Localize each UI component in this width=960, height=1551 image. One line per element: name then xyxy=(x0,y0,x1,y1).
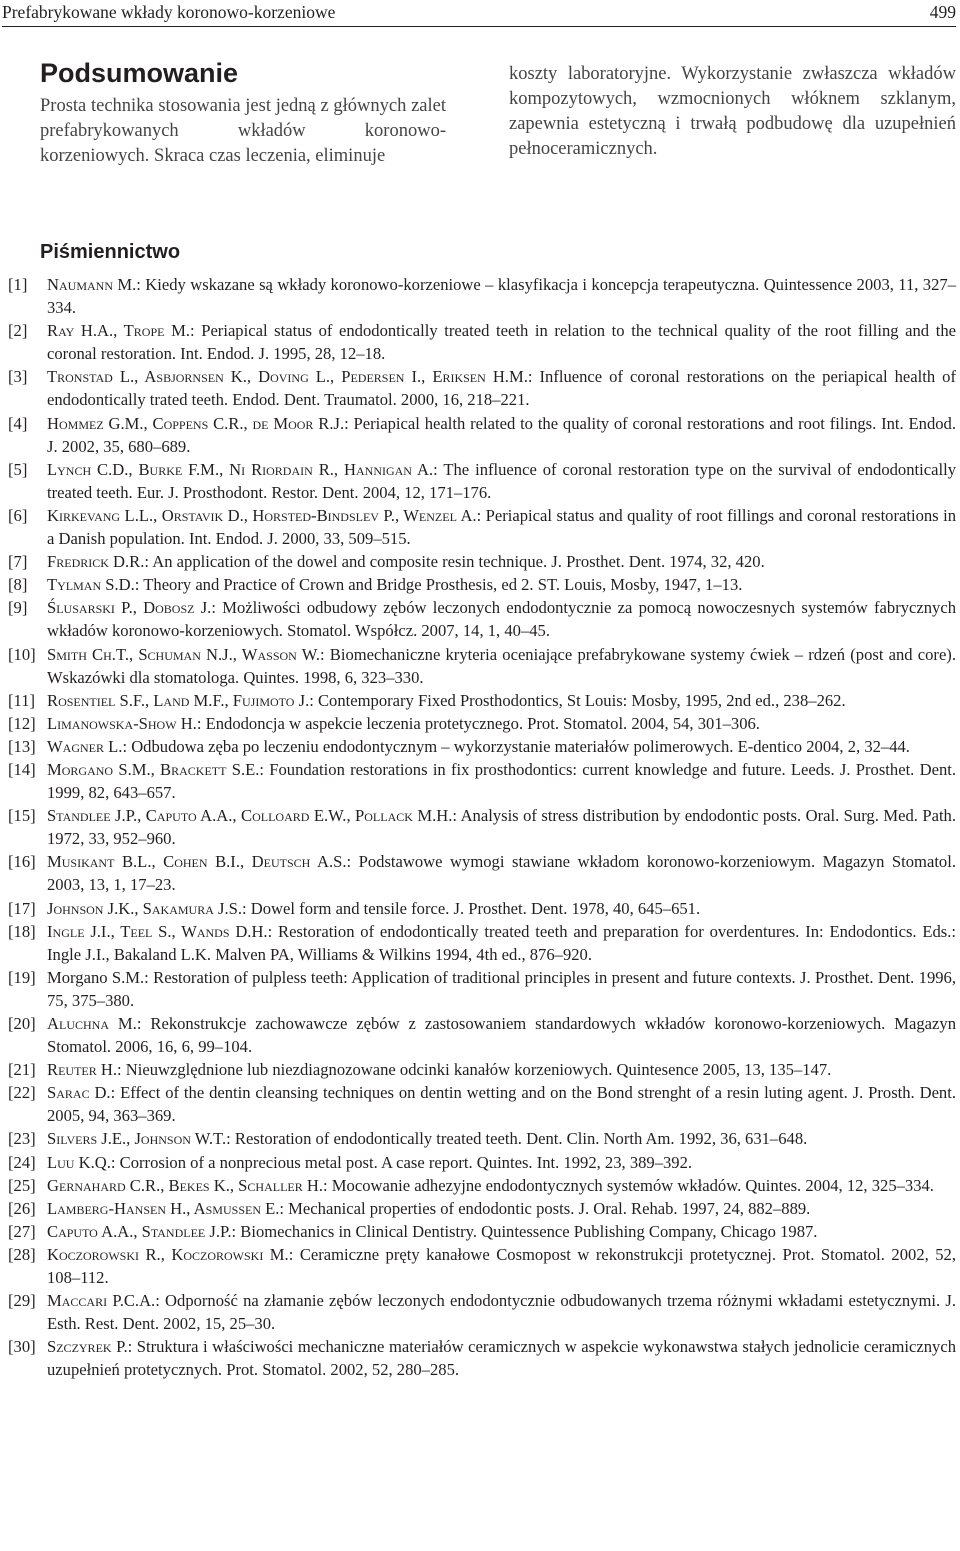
reference-number: [17] xyxy=(8,898,36,918)
reference-text: : Corrosion of a nonprecious metal post. A case report. Quintes. Int. 1992, 23, 389–392. xyxy=(110,1152,693,1172)
reference-number: [27] xyxy=(8,1221,36,1241)
reference-item xyxy=(8,897,956,920)
reference-item xyxy=(8,1151,956,1174)
reference-text: : Periapical health related to the quality of coronal restorations and root filings. Int. Endod. J. 2002, 35, 680–689. xyxy=(47,413,956,456)
reference-text: : Odbudowa zęba po leczeniu endodontycznym – wykorzystanie materiałów polimerowych. E-dentico 2004, 2, 32–44. xyxy=(122,736,910,756)
reference-text: : The influence of coronal restoration type on the survival of endodontically treated teeth. Eur. J. Prosthodont. Restor. Dent. 2004, 12, 171–176. xyxy=(47,459,956,502)
reference-authors: Johnson J.K., Sakamura J.S. xyxy=(47,898,243,918)
summary-left-column xyxy=(40,56,446,169)
reference-number: [8] xyxy=(8,575,28,595)
reference-number: [28] xyxy=(8,1244,36,1264)
reference-number: [15] xyxy=(8,806,36,826)
reference-text: : Ceramiczne pręty kanałowe Cosmopost w rekonstrukcji protetycznej. Prot. Stomatol. 2002, 52, 108–112. xyxy=(47,1244,956,1288)
reference-number: [9] xyxy=(8,598,28,618)
reference-authors: Luu K.Q. xyxy=(47,1152,111,1172)
reference-item xyxy=(8,319,956,365)
reference-item xyxy=(8,573,956,596)
page-number: 499 xyxy=(929,2,956,22)
reference-text: : Nieuwzględnione lub niezdiagnozowane odcinki kanałów korzeniowych. Quintesence 2005, 13, 135–147. xyxy=(117,1060,832,1080)
summary-right-column xyxy=(509,62,956,162)
reference-text: : Analysis of stress distribution by endodontic posts. Oral. Surg. Med. Path. 1972, 33, 952–960. xyxy=(47,806,956,849)
reference-text: : Dowel form and tensile force. J. Prosthet. Dent. 1978, 40, 645–651. xyxy=(242,898,701,918)
reference-item xyxy=(8,1243,956,1289)
reference-text: : Podstawowe wymogi stawiane wkładom koronowo-korzeniowym. Magazyn Stomatol. 2003, 13, 1, 17–23. xyxy=(47,852,956,895)
reference-item xyxy=(8,758,956,804)
reference-text: : An application of the dowel and composite resin technique. J. Prosthet. Dent. 1974, 32, 420. xyxy=(144,552,765,572)
reference-item xyxy=(8,365,956,411)
reference-item xyxy=(8,1058,956,1081)
reference-item xyxy=(8,412,956,458)
reference-authors: Reuter H. xyxy=(47,1060,118,1080)
reference-authors: Wagner L. xyxy=(47,736,123,756)
reference-number: [23] xyxy=(8,1129,36,1149)
summary-title: Podsumowanie xyxy=(40,58,239,88)
reference-authors: Rosentiel S.F., Land M.F., Fujimoto J. xyxy=(47,690,310,710)
reference-text: : Mechanical properties of endodontic posts. J. Oral. Rehab. 1997, 24, 882–889. xyxy=(279,1198,811,1218)
reference-number: [6] xyxy=(8,505,28,525)
reference-number: [26] xyxy=(8,1198,36,1218)
reference-text: : Kiedy wskazane są wkłady koronowo-korzeniowe – klasyfikacja i koncepcja terapeutyczna. Quintessence 2003, 11, 327–334. xyxy=(47,275,956,318)
reference-number: [29] xyxy=(8,1291,36,1311)
reference-item xyxy=(8,1289,956,1335)
reference-authors: Lynch C.D., Burke F.M., Ni Riordain R., Hannigan A. xyxy=(47,459,434,479)
reference-item xyxy=(8,966,956,1012)
references-title: Piśmiennictwo xyxy=(40,241,181,263)
reference-number: [4] xyxy=(8,413,28,433)
reference-item xyxy=(8,643,956,689)
reference-authors: Tronstad L., Asbjornsen K., Doving L., Pedersen I., Eriksen H.M. xyxy=(47,367,528,387)
reference-text: : Endodoncja w aspekcie leczenia protetycznego. Prot. Stomatol. 2004, 54, 301–306. xyxy=(196,713,760,733)
reference-text: : Struktura i właściwości mechaniczne materiałów ceramicznych w aspekcie wykonawstwa stałych jednolicie ceramicznych uzupełnień protetycznych. Prot. Stomatol. 2002, 52, 280–285. xyxy=(47,1337,956,1380)
reference-text: : Odporność na złamanie zębów leczonych endodontycznie odbudowanych trzema różnymi wkładami estetycznymi. J. Esth. Rest. Dent. 2002, 15, 25–30. xyxy=(47,1291,956,1334)
reference-number: [20] xyxy=(8,1014,36,1033)
reference-item xyxy=(8,458,956,504)
reference-item xyxy=(8,1081,956,1127)
reference-text: : Biomechaniczne kryteria oceniające prefabrykowane systemy ćwiek – rdzeń (post and core). Wskazówki dla stomatologa. Quintes. 1998, 6, 323–330. xyxy=(47,644,956,687)
reference-item xyxy=(8,1127,956,1150)
reference-item xyxy=(8,504,956,550)
reference-number: [11] xyxy=(8,690,36,710)
reference-text: : Mocowanie adhezyjne endodontycznych systemów wkładów. Quintes. 2004, 12, 325–334. xyxy=(323,1175,934,1195)
running-title: Prefabrykowane wkłady koronowo-korzeniowe xyxy=(2,2,336,22)
reference-text: : Theory and Practice of Crown and Bridge Prosthesis, ed 2. ST. Louis, Mosby, 1947, 1–13. xyxy=(134,575,743,595)
reference-authors: Fredrick D.R. xyxy=(47,552,145,572)
reference-text: : Influence of coronal restorations on the periapical health of endodontically trated teeth. Endod. Dent. Traumatol. 2000, 16, 218–221. xyxy=(47,367,956,410)
reference-item xyxy=(8,1220,956,1243)
reference-text: : Periapical status of endodontically treated teeth in relation to the technical quality of the root filling and the coronal restoration. Int. Endod. J. 1995, 28, 12–18. xyxy=(47,321,956,364)
reference-number: [10] xyxy=(8,644,36,664)
reference-authors: Ingle J.I., Teel S., Wands D.H. xyxy=(47,921,268,941)
reference-item xyxy=(8,273,956,319)
reference-authors: Koczorowski R., Koczorowski M. xyxy=(47,1244,289,1264)
reference-authors: Standlee J.P., Caputo A.A., Colloard E.W., Pollack M.H. xyxy=(47,806,453,826)
reference-number: [1] xyxy=(8,275,28,294)
reference-item xyxy=(8,735,956,758)
reference-number: [14] xyxy=(8,759,36,779)
reference-authors: Gernahard C.R., Bekes K., Schaller H. xyxy=(47,1175,324,1195)
reference-authors: Musikant B.L., Cohen B.I., Deutsch A.S. xyxy=(47,852,347,872)
reference-number: [13] xyxy=(8,736,36,756)
reference-number: [25] xyxy=(8,1175,36,1195)
reference-authors: Sarac D. xyxy=(47,1083,111,1103)
reference-item xyxy=(8,1335,956,1381)
reference-number: [16] xyxy=(8,852,36,872)
reference-item xyxy=(8,1197,956,1220)
reference-authors: Naumann M. xyxy=(47,275,137,294)
reference-number: [22] xyxy=(8,1083,36,1103)
reference-text: : Effect of the dentin cleansing techniques on dentin wetting and on the Bond strenght of a resin luting agent. J. Prosth. Dent. 2005, 94, 363–369. xyxy=(47,1083,956,1126)
reference-authors: Smith Ch.T., Schuman N.J., Wasson W. xyxy=(47,644,320,664)
running-header xyxy=(2,0,956,27)
reference-authors: Hommez G.M., Coppens C.R., de Moor R.J. xyxy=(47,413,345,433)
reference-authors: Morgano S.M., Brackett S.E. xyxy=(47,759,260,779)
reference-authors: Caputo A.A., Standlee J.P. xyxy=(47,1221,232,1241)
reference-authors: Ray H.A., Trope M. xyxy=(47,321,190,341)
reference-number: [7] xyxy=(8,552,28,572)
summary-paragraph-left: Prosta technika stosowania jest jedną z głównych zalet prefabrykowanych wkładów koronowo-korzeniowych. Skraca czas leczenia, eliminuje xyxy=(40,96,446,166)
reference-authors: Lamberg-Hansen H., Asmussen E. xyxy=(47,1198,280,1218)
reference-number: [2] xyxy=(8,321,28,341)
reference-authors: Tylman S.D. xyxy=(47,575,135,595)
reference-text: : Restoration of endodontically treated teeth. Dent. Clin. North Am. 1992, 36, 631–648. xyxy=(226,1129,808,1149)
reference-text: : Biomechanics in Clinical Dentistry. Quintessence Publishing Company, Chicago 1987. xyxy=(231,1221,818,1241)
reference-number: [18] xyxy=(8,921,36,941)
reference-item xyxy=(8,1174,956,1197)
reference-number: [12] xyxy=(8,713,36,733)
reference-list xyxy=(8,273,956,1382)
reference-authors: Silvers J.E., Johnson W.T. xyxy=(47,1129,227,1149)
summary-paragraph-right: koszty laboratoryjne. Wykorzystanie zwłaszcza wkładów kompozytowych, wzmocnionych włóknem szklanym, zapewnia estetyczną i trwałą podbudowę dla uzupełnień pełnoceramicznych. xyxy=(509,64,956,159)
reference-text: : Możliwości odbudowy zębów leczonych endodontycznie za pomocą nowoczesnych systemów fabrycznych wkładów koronowo-korzeniowych. Stomatol. Współcz. 2007, 14, 1, 40–45. xyxy=(47,598,956,641)
reference-number: [24] xyxy=(8,1152,36,1172)
reference-item xyxy=(8,550,956,573)
reference-number: [21] xyxy=(8,1060,36,1080)
reference-number: [5] xyxy=(8,459,28,479)
reference-item xyxy=(8,1012,956,1058)
reference-authors: Limanowska-Show H. xyxy=(47,713,197,733)
reference-item xyxy=(8,920,956,966)
reference-number: [30] xyxy=(8,1337,36,1357)
reference-text: : Periapical status and quality of root fillings and coronal restorations in a Danish population. Int. Endod. J. 2000, 33, 509–515. xyxy=(47,505,957,549)
reference-authors: Szczyrek P. xyxy=(47,1337,128,1357)
reference-text: : Foundation restorations in fix prosthodontics: current knowledge and future. Leeds. J. Prosthet. Dent. 1999, 82, 643–657. xyxy=(47,759,957,803)
reference-item xyxy=(8,596,956,642)
reference-number: [19] xyxy=(8,967,36,987)
reference-authors: Ślusarski P., Dobosz J. xyxy=(47,598,212,618)
reference-authors: Maccari P.C.A. xyxy=(47,1291,156,1311)
reference-item xyxy=(8,850,956,896)
reference-number: [3] xyxy=(8,367,28,387)
reference-item xyxy=(8,689,956,712)
reference-item xyxy=(8,712,956,735)
reference-text: : Restoration of endodontically treated teeth and preparation for overdentures. In: Endodontics. Eds.: Ingle J.I., Bakaland L.K. Malven PA, Williams & Wilkins 1994, 4th ed., 876–920. xyxy=(47,921,957,964)
reference-authors: Aluchna M. xyxy=(47,1014,137,1033)
reference-authors: Kirkevang L.L., Orstavik D., Horsted-Bindslev P., Wenzel A. xyxy=(47,505,477,525)
reference-item xyxy=(8,804,956,850)
reference-text: : Contemporary Fixed Prosthodontics, St Louis: Mosby, 1995, 2nd ed., 238–262. xyxy=(309,690,846,710)
reference-text: : Rekonstrukcje zachowawcze zębów z zastosowaniem standardowych wkładów koronowo-korzeniowych. Magazyn Stomatol. 2006, 16, 6, 99–104. xyxy=(47,1014,956,1057)
reference-text: Morgano S.M.: Restoration of pulpless teeth: Application of traditional principles in present and future contexts. J. Prosthet. Dent. 1996, 75, 375–380. xyxy=(47,967,956,1010)
